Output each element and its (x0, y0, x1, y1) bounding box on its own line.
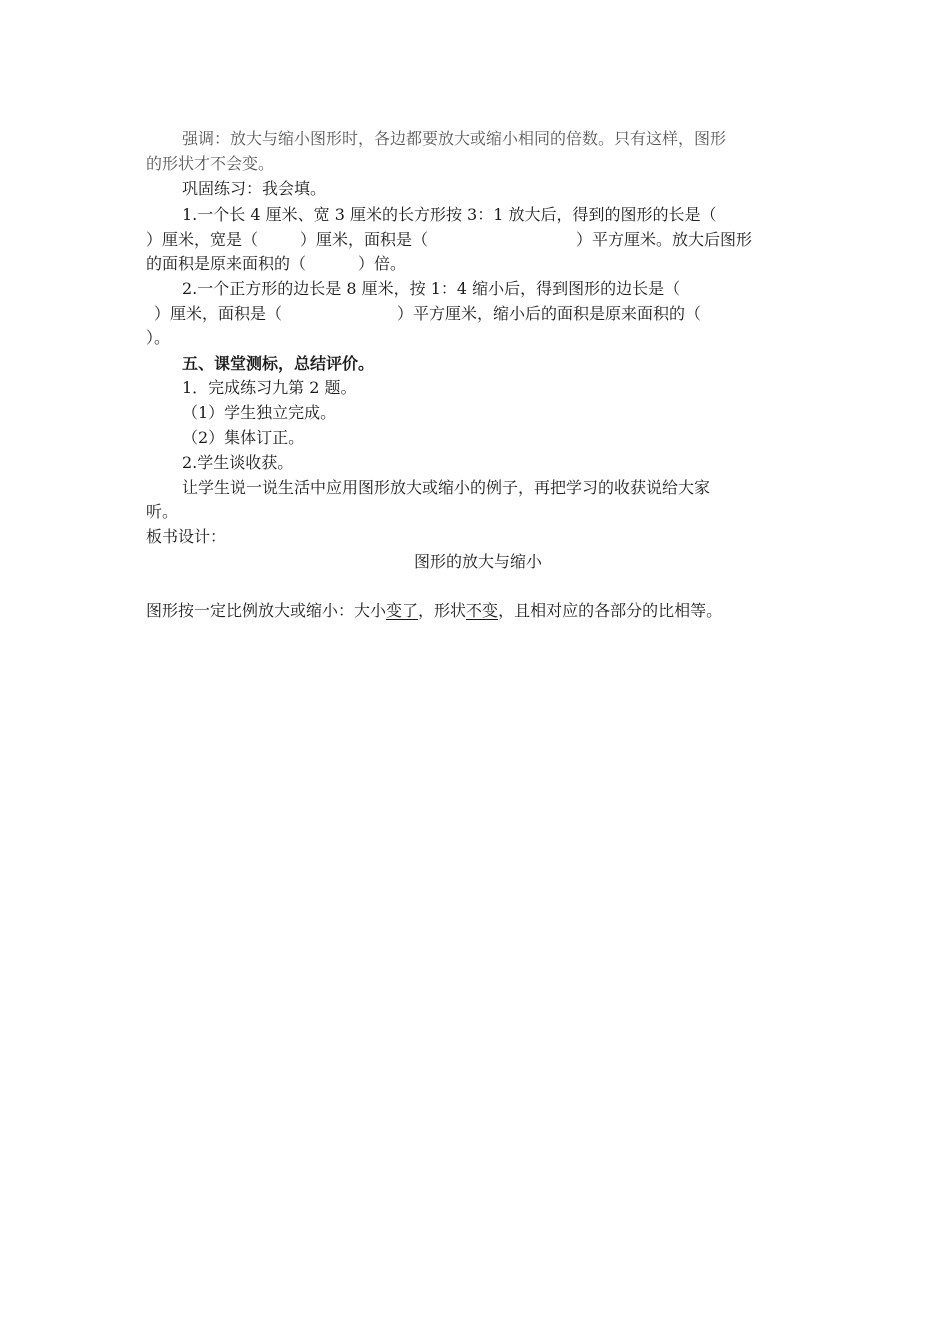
board-title: 图形的放大与缩小 (413, 552, 542, 571)
q1-text-d: 的面积是原来面积的（ (146, 254, 307, 273)
underlined-unchanged: 不变 (466, 601, 499, 620)
board-summary (146, 599, 810, 624)
summary-text-a: 图形按一定比例放大或缩小：大小 (146, 601, 387, 620)
question-2-line-2 (146, 302, 810, 327)
question-1-line-2 (146, 228, 810, 253)
question-1-line-1: 1.一个长 4 厘米、宽 3 厘米的长方形按 3：1 放大后，得到的图形的长是（ (182, 205, 717, 224)
item-1-sub-2: （2）集体订正。 (182, 428, 305, 447)
q2-text-a: ）厘米，面积是（ (154, 304, 283, 323)
summary-text-c: ，且相对应的各部分的比相等。 (498, 601, 723, 620)
q1-text-b: ）厘米，面积是（ (300, 230, 429, 249)
item-2-text-line-2: 听。 (146, 502, 179, 521)
emphasis-line-2: 的形状才不会变。 (146, 154, 275, 173)
item-1-sub-1: （1）学生独立完成。 (182, 403, 337, 422)
q1-text-c: ）平方厘米。放大后图形 (576, 230, 753, 249)
q1-text-a: ）厘米，宽是（ (146, 230, 259, 249)
item-1: 1．完成练习九第 2 题。 (182, 378, 357, 397)
section-5-heading: 五、课堂测标，总结评价。 (182, 354, 375, 373)
q1-text-e: ）倍。 (358, 254, 407, 273)
board-design-label: 板书设计： (146, 527, 227, 546)
item-2-text-line-1: 让学生说一说生活中应用图形放大或缩小的例子，再把学习的收获说给大家 (182, 478, 711, 497)
practice-heading: 巩固练习：我会填。 (182, 179, 327, 198)
summary-text-b: ，形状 (418, 601, 467, 620)
question-1-line-3 (146, 252, 810, 277)
question-2-line-1: 2.一个正方形的边长是 8 厘米，按 1：4 缩小后，得到图形的边长是（ (182, 279, 681, 298)
question-2-line-3: ）。 (146, 328, 171, 347)
underlined-changed: 变了 (386, 601, 419, 620)
emphasis-line-1: 强调：放大与缩小图形时，各边都要放大或缩小相同的倍数。只有这样，图形 (182, 129, 727, 148)
q2-text-b: ）平方厘米，缩小后的面积是原来面积的（ (397, 304, 702, 323)
item-2: 2.学生谈收获。 (182, 453, 294, 472)
